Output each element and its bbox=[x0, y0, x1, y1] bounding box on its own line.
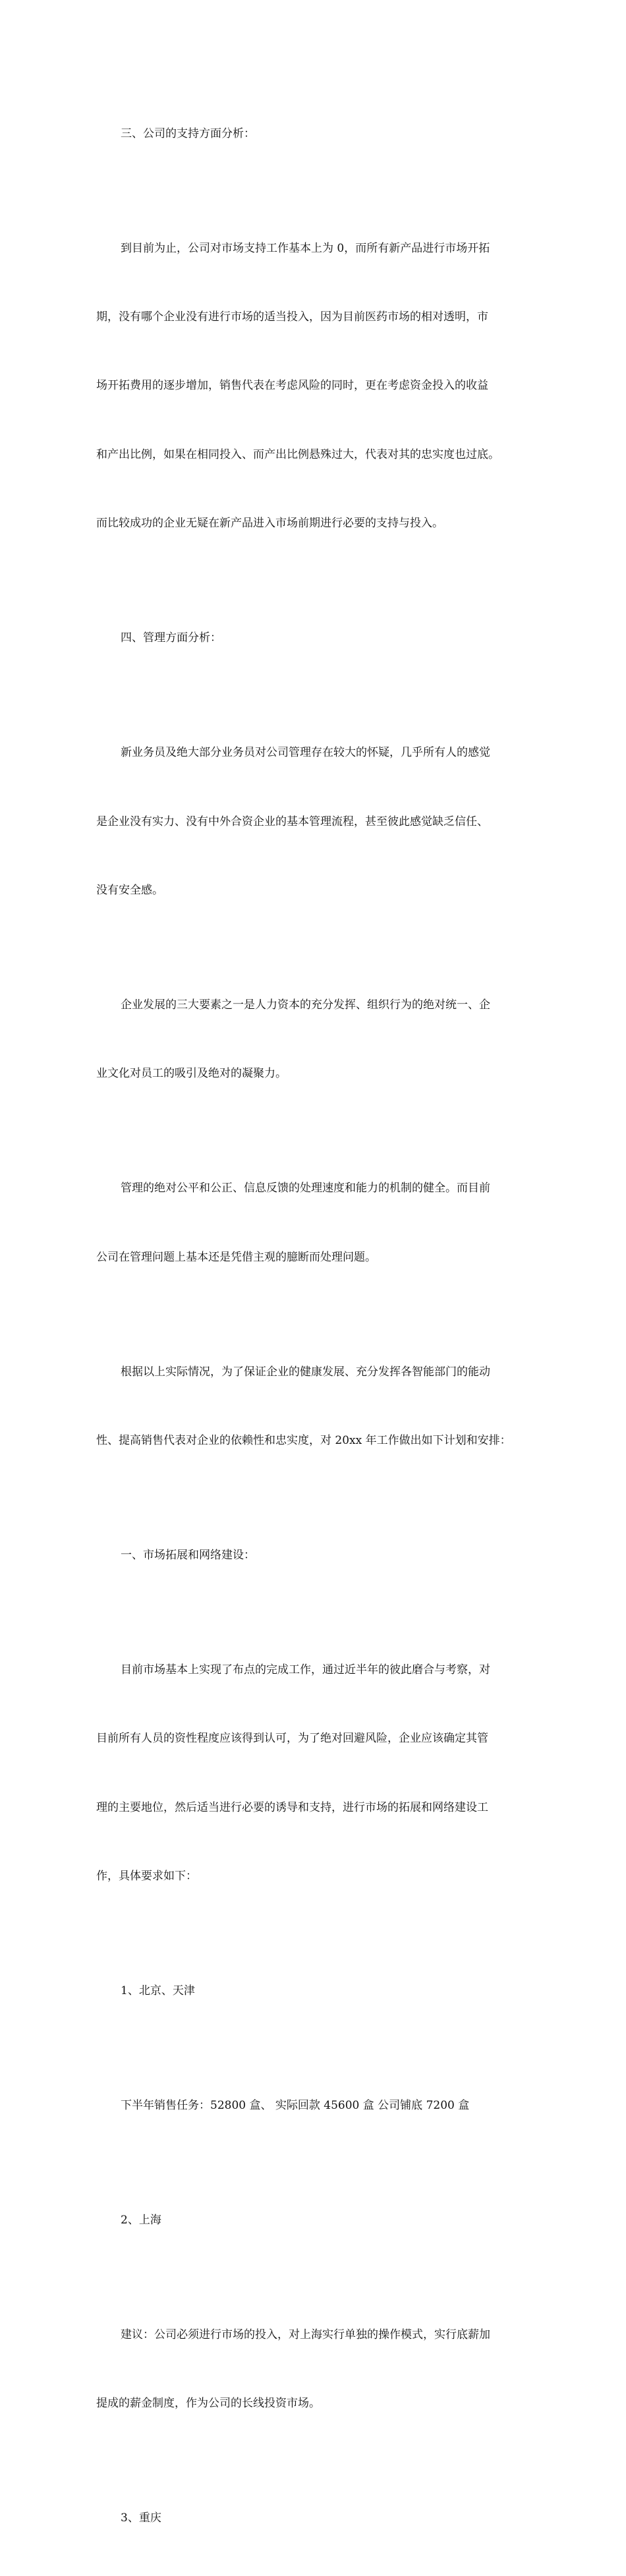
paragraph-support bbox=[96, 191, 534, 581]
section-heading-management bbox=[96, 581, 534, 696]
subheading-beijing-tianjin bbox=[96, 1934, 534, 2049]
text-line: 业文化对员工的吸引及绝对的凝聚力。 bbox=[96, 1067, 287, 1081]
section-heading-market-expansion bbox=[96, 1498, 534, 1613]
paragraph-beijing-tianjin-targets bbox=[96, 2049, 534, 2163]
text-line: 四、管理方面分析： bbox=[121, 631, 221, 645]
text-line: 根据以上实际情况，为了保证企业的健康发展、充分发挥各智能部门的能动 bbox=[121, 1365, 490, 1379]
text-line: 建议：公司必须进行市场的投入，对上海实行单独的操作模式，实行底薪加 bbox=[121, 2328, 490, 2342]
text-line: 目前市场基本上实现了布点的完成工作，通过近半年的彼此磨合与考察，对 bbox=[121, 1663, 490, 1676]
subheading-chongqing bbox=[96, 2461, 534, 2576]
paragraph-management-2 bbox=[96, 948, 534, 1131]
text-line: 新业务员及绝大部分业务员对公司管理存在较大的怀疑，几乎所有人的感觉 bbox=[121, 746, 490, 760]
text-line: 期，没有哪个企业没有进行市场的适当投入，因为目前医药市场的相对透明，市 bbox=[96, 310, 488, 324]
text-line: 和产出比例，如果在相同投入、而产出比例悬殊过大，代表对其的忠实度也过底。 bbox=[96, 447, 499, 461]
text-line: 目前所有人员的资性程度应该得到认可，为了绝对回避风险，企业应该确定其管 bbox=[96, 1732, 488, 1746]
text-line: 理的主要地位，然后适当进行必要的诱导和支持，进行市场的拓展和网络建设工 bbox=[96, 1800, 488, 1814]
text-line: 三、公司的支持方面分析： bbox=[121, 127, 255, 140]
text-line: 管理的绝对公平和公正、信息反馈的处理速度和能力的机制的健全。而目前 bbox=[121, 1182, 490, 1195]
text-line: 到目前为止，公司对市场支持工作基本上为 0，而所有新产品进行市场开拓 bbox=[121, 241, 490, 255]
subheading-shanghai bbox=[96, 2163, 534, 2278]
paragraph-management-3 bbox=[96, 1131, 534, 1315]
text-line: 提成的薪金制度，作为公司的长线投资市场。 bbox=[96, 2397, 320, 2411]
text-line: 场开拓费用的逐步增加，销售代表在考虑风险的同时，更在考虑资金投入的收益 bbox=[96, 379, 488, 393]
text-line: 一、市场拓展和网络建设： bbox=[121, 1549, 255, 1562]
text-line: 2、上海 bbox=[121, 2214, 161, 2227]
text-line: 是企业没有实力、没有中外合资企业的基本管理流程，甚至彼此感觉缺乏信任、 bbox=[96, 815, 488, 828]
text-line: 没有安全感。 bbox=[96, 883, 163, 897]
paragraph-market-expansion bbox=[96, 1613, 534, 1933]
text-line: 下半年销售任务：52800 盒、 实际回款 45600 盒 公司铺底 7200 盒 bbox=[121, 2099, 470, 2113]
paragraph-management-1 bbox=[96, 696, 534, 948]
section-heading-support bbox=[96, 76, 534, 191]
text-line: 作，具体要求如下： bbox=[96, 1870, 197, 1883]
document-body bbox=[96, 76, 534, 2576]
text-line: 性、提高销售代表对企业的依赖性和忠实度，对 20xx 年工作做出如下计划和安排： bbox=[96, 1434, 511, 1448]
paragraph-shanghai-suggestion bbox=[96, 2278, 534, 2461]
text-line: 企业发展的三大要素之一是人力资本的充分发挥、组织行为的绝对统一、企 bbox=[121, 998, 490, 1012]
text-line: 而比较成功的企业无疑在新产品进入市场前期进行必要的支持与投入。 bbox=[96, 517, 443, 530]
paragraph-plan-intro bbox=[96, 1315, 534, 1498]
text-line: 1、北京、天津 bbox=[121, 1984, 195, 1998]
text-line: 3、重庆 bbox=[121, 2511, 161, 2525]
text-line: 公司在管理问题上基本还是凭借主观的臆断而处理问题。 bbox=[96, 1250, 376, 1264]
